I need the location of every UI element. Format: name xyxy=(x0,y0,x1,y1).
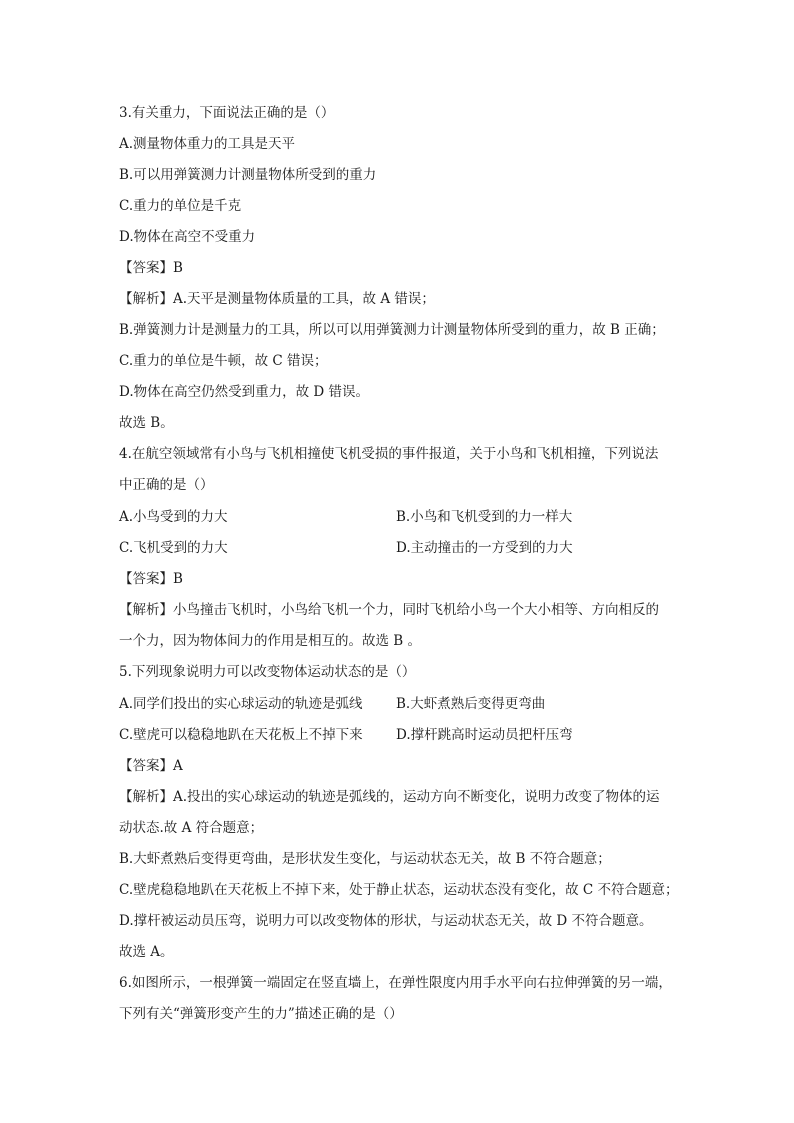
question-5-option-c: C.壁虎可以稳稳地趴在天花板上不掉下来 xyxy=(119,727,363,743)
question-4-answer: 【答案】B xyxy=(119,571,183,587)
question-4-analysis-line: 【解析】小鸟撞击飞机时，小鸟给飞机一个力，同时飞机给小鸟一个大小相等、方向相反的 xyxy=(119,602,659,618)
question-5-analysis-line: B.大虾煮熟后变得更弯曲，是形状发生变化，与运动状态无关，故 B 不符合题意； xyxy=(119,851,611,867)
question-5-option-d: D.撑杆跳高时运动员把杆压弯 xyxy=(396,727,573,743)
question-3-option-b: B.可以用弹簧测力计测量物体所受到的重力 xyxy=(119,167,377,183)
question-4-stem-cont: 中正确的是（） xyxy=(119,477,214,493)
question-4-option-b: B.小鸟和飞机受到的力一样大 xyxy=(396,509,573,525)
question-3-conclusion: 故选 B。 xyxy=(119,415,174,431)
question-3-analysis-line: 【解析】A.天平是测量物体质量的工具，故 A 错误； xyxy=(119,291,435,307)
question-3-analysis-line: D.物体在高空仍然受到重力，故 D 错误。 xyxy=(119,384,370,400)
question-5-analysis-line: 动状态.故 A 符合题意； xyxy=(119,820,264,836)
question-5-answer: 【答案】A xyxy=(119,758,183,774)
question-5-analysis-line: D.撑杆被运动员压弯，说明力可以改变物体的形状，与运动状态无关，故 D 不符合题意。 xyxy=(119,913,653,929)
question-5-conclusion: 故选 A。 xyxy=(119,944,174,960)
question-3-stem: 3.有关重力，下面说法正确的是（） xyxy=(119,105,335,121)
question-4-stem: 4.在航空领域常有小鸟与飞机相撞使飞机受损的事件报道，关于小鸟和飞机相撞，下列说法 xyxy=(119,446,659,462)
question-5-stem: 5.下列现象说明力可以改变物体运动状态的是（） xyxy=(119,664,416,680)
question-4-option-c: C.飞机受到的力大 xyxy=(119,540,228,556)
question-3-option-a: A.测量物体重力的工具是天平 xyxy=(119,136,296,152)
question-3-analysis-line: C.重力的单位是牛顿，故 C 错误； xyxy=(119,353,328,369)
question-6-stem-cont: 下列有关“弹簧形变产生的力”描述正确的是（） xyxy=(119,1006,403,1022)
question-3-answer: 【答案】B xyxy=(119,260,183,276)
question-5-option-b: B.大虾煮熟后变得更弯曲 xyxy=(396,696,546,712)
question-5-analysis-line: C.壁虎稳稳地趴在天花板上不掉下来，处于静止状态，运动状态没有变化，故 C 不符合题意； xyxy=(119,882,679,898)
question-6-stem: 6.如图所示，一根弹簧一端固定在竖直墙上，在弹性限度内用手水平向右拉伸弹簧的另一端， xyxy=(119,975,672,991)
question-3-option-c: C.重力的单位是千克 xyxy=(119,198,242,214)
question-5-option-a: A.同学们投出的实心球运动的轨迹是弧线 xyxy=(119,696,363,712)
question-3-analysis-line: B.弹簧测力计是测量力的工具，所以可以用弹簧测力计测量物体所受到的重力，故 B 正确； xyxy=(119,322,665,338)
question-4-analysis-line: 一个力，因为物体间力的作用是相互的。故选 B 。 xyxy=(119,633,422,649)
question-4-option-a: A.小鸟受到的力大 xyxy=(119,509,228,525)
question-4-option-d: D.主动撞击的一方受到的力大 xyxy=(396,540,573,556)
question-5-analysis-line: 【解析】A.投出的实心球运动的轨迹是弧线的，运动方向不断变化，说明力改变了物体的运 xyxy=(119,789,660,805)
question-3-option-d: D.物体在高空不受重力 xyxy=(119,229,256,245)
